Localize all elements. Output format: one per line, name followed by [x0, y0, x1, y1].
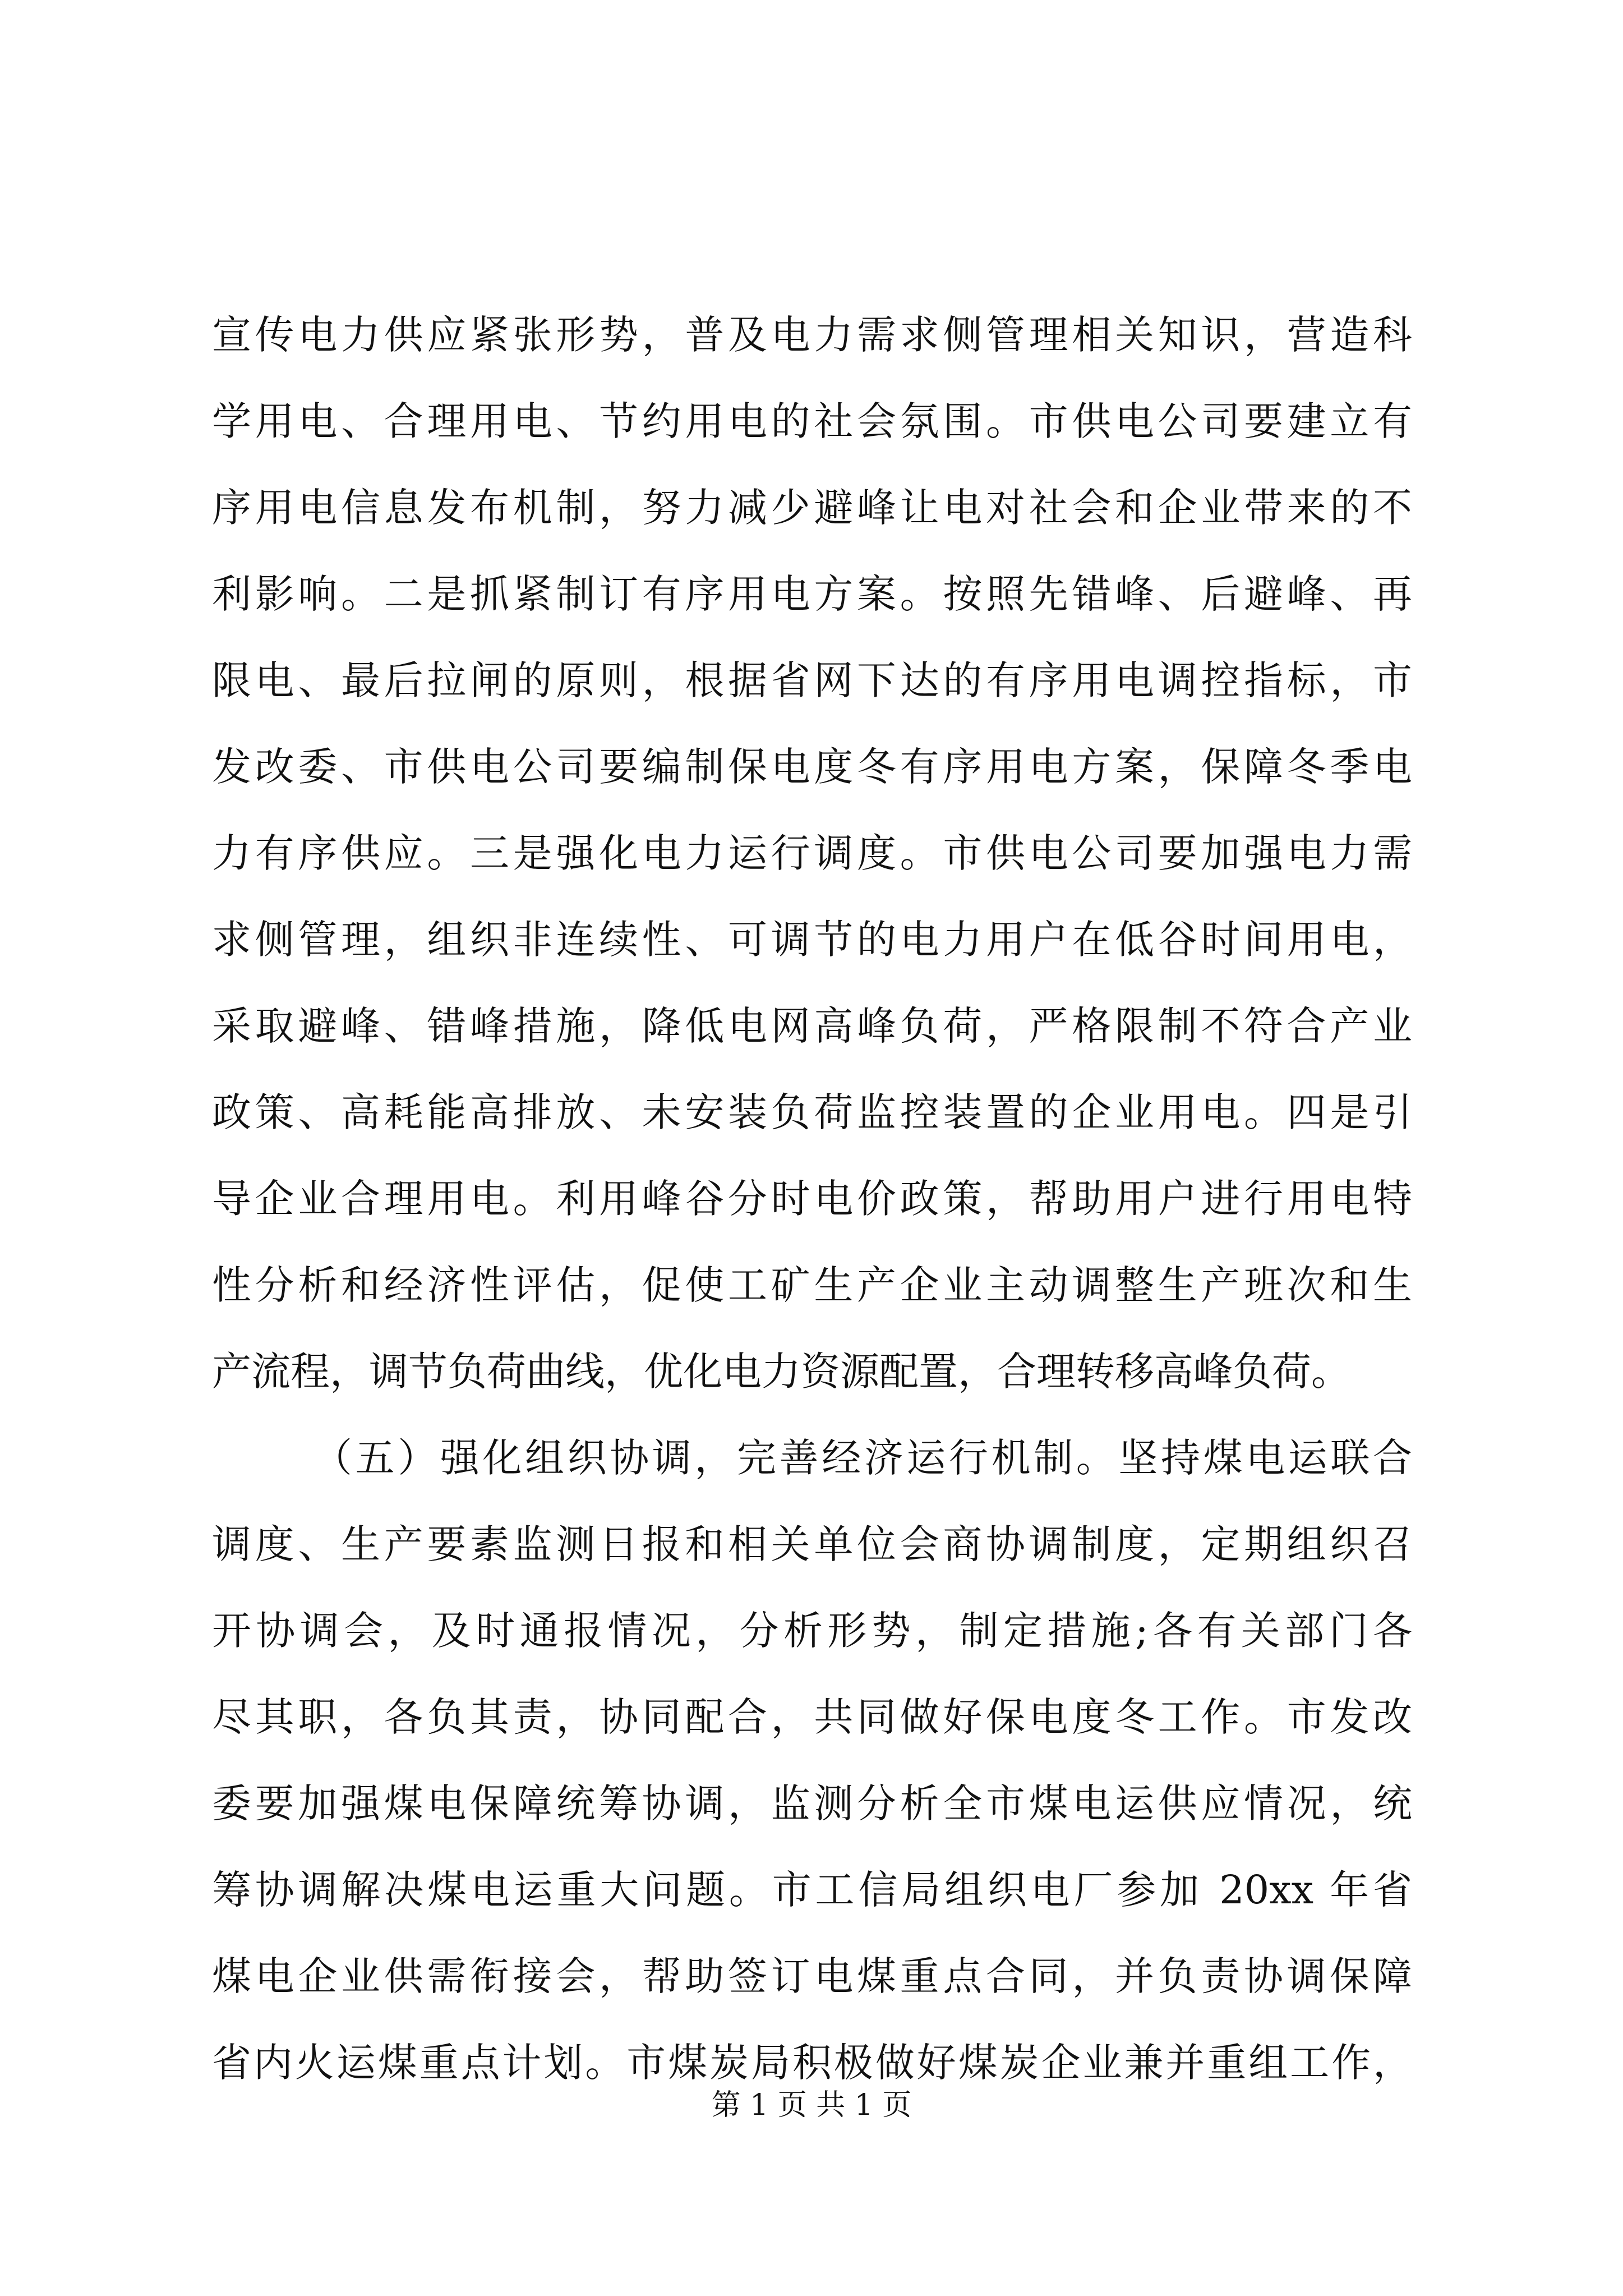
text-line: 煤电企业供需衔接会，帮助签订电煤重点合同，并负责协调保障: [212, 1953, 1412, 1999]
text-line: 学用电、合理用电、节约用电的社会氛围。市供电公司要建立有: [212, 398, 1412, 444]
text-line: 力有序供应。三是强化电力运行调度。市供电公司要加强电力需: [212, 830, 1412, 876]
text-line: 产流程，调节负荷曲线，优化电力资源配置，合理转移高峰负荷。: [212, 1349, 1350, 1395]
text-line: 省内火运煤重点计划。市煤炭局积极做好煤炭企业兼并重组工作，: [212, 2040, 1412, 2086]
text-line: 采取避峰、错峰措施，降低电网高峰负荷，严格限制不符合产业: [212, 1003, 1412, 1049]
paragraph-heading-line: （五）强化组织协调，完善经济运行机制。坚持煤电运联合: [313, 1435, 1412, 1481]
text-line: 筹协调解决煤电运重大问题。市工信局组织电厂参加 20xx 年省: [212, 1867, 1412, 1913]
text-line: 开协调会，及时通报情况，分析形势，制定措施;各有关部门各: [212, 1608, 1412, 1654]
text-line: 宣传电力供应紧张形势，普及电力需求侧管理相关知识，营造科: [212, 312, 1412, 358]
text-line: 导企业合理用电。利用峰谷分时电价政策，帮助用户进行用电特: [212, 1176, 1412, 1222]
text-line: 尽其职，各负其责，协同配合，共同做好保电度冬工作。市发改: [212, 1694, 1412, 1740]
page-footer: [0, 2086, 1623, 2125]
text-line: 性分析和经济性评估，促使工矿生产企业主动调整生产班次和生: [212, 1262, 1412, 1308]
text-line: 求侧管理，组织非连续性、可调节的电力用户在低谷时间用电，: [212, 917, 1412, 963]
text-line: 委要加强煤电保障统筹协调，监测分析全市煤电运供应情况，统: [212, 1780, 1412, 1826]
text-line: 发改委、市供电公司要编制保电度冬有序用电方案，保障冬季电: [212, 744, 1412, 790]
text-line: 序用电信息发布机制，努力减少避峰让电对社会和企业带来的不: [212, 485, 1412, 531]
text-line: 利影响。二是抓紧制订有序用电方案。按照先错峰、后避峰、再: [212, 571, 1412, 617]
body-text: [212, 292, 1412, 2106]
text-line: 限电、最后拉闸的原则，根据省网下达的有序用电调控指标，市: [212, 657, 1412, 703]
text-line: 政策、高耗能高排放、未安装负荷监控装置的企业用电。四是引: [212, 1089, 1412, 1135]
text-line: 调度、生产要素监测日报和相关单位会商协调制度，定期组织召: [212, 1521, 1412, 1567]
page-number: 第 1 页 共 1 页: [711, 2088, 912, 2122]
